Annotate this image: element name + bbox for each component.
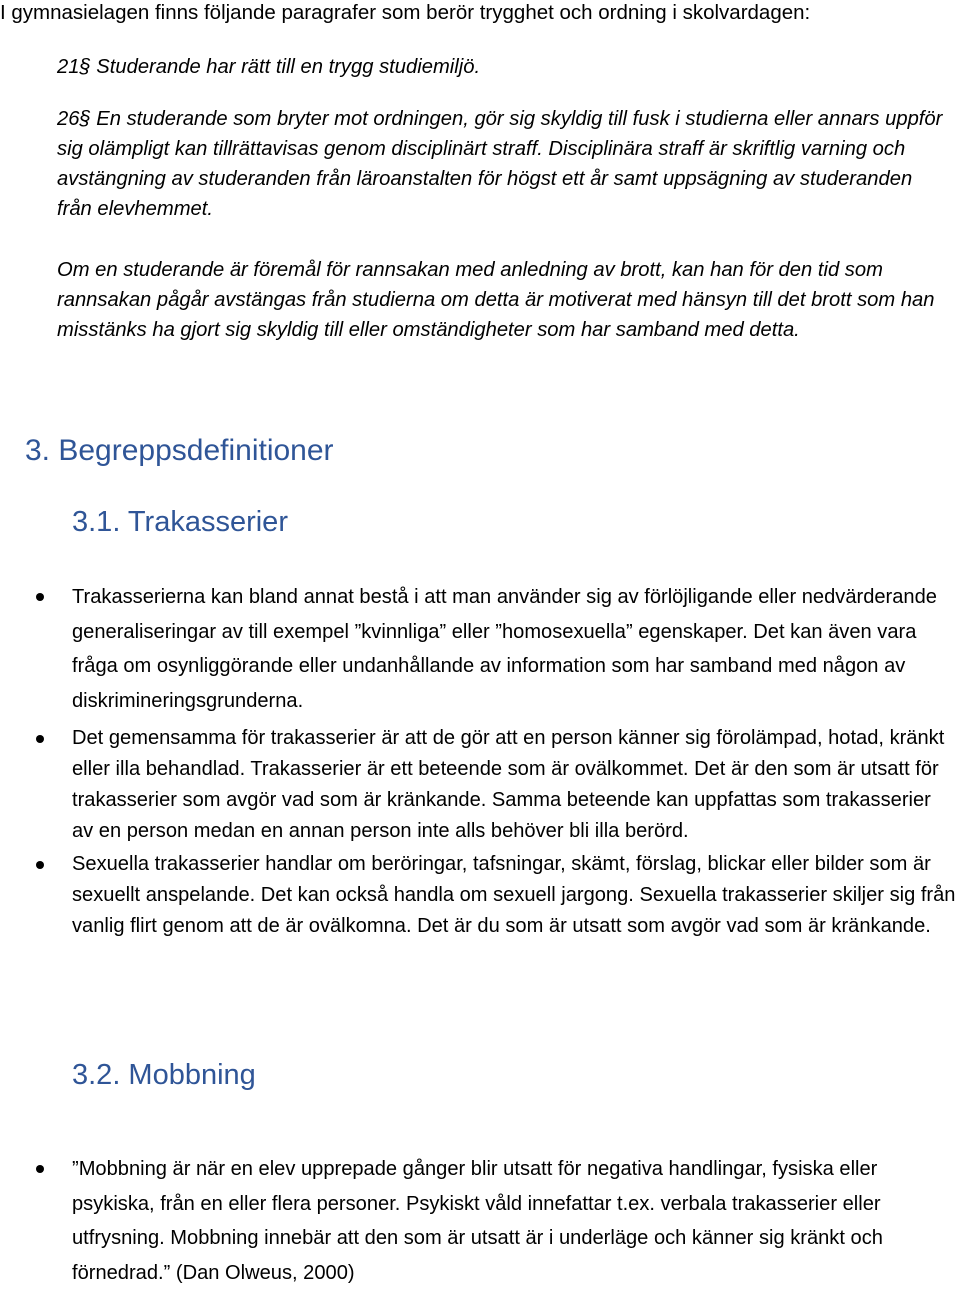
intro-text: I gymnasielagen finns följande paragrafer som berör trygghet och ordning i skolvardagen: xyxy=(0,1,811,24)
list-item-text: Trakasserierna kan bland annat bestå i att man använder sig av förlöjligande eller nedvärderande generaliseringar av till exempel ”kvinnliga” eller ”homosexuella” egenskaper. Det kan även vara fråga om osynliggörande eller undanhållande av information som har samband med någon av diskrimineringsgrunderna. xyxy=(72,586,937,712)
list-item-text: Sexuella trakasserier handlar om beröringar, tafsningar, skämt, förslag, blickar eller bilder som är sexuellt anspelande. Det kan också handla om sexuell jargong. Sexuella trakasserier skiljer sig från vanlig flirt genom att de är ovälkomna. Det är du som är utsatt som avgör vad som är kränkande. xyxy=(72,853,956,937)
law-paragraph-26-continued: Om en studerande är föremål för rannsakan med anledning av brott, kan han för den tid som rannsakan pågår avstängas från studierna om detta är motiverat med hänsyn till det brott som han misstänks ha gjort sig skyldig till eller omständigheter som har samband med detta. xyxy=(57,259,935,341)
bullet-icon xyxy=(36,735,44,743)
list-item xyxy=(0,580,960,718)
subsection-heading-harassment: 3.1. Trakasserier xyxy=(72,506,288,538)
law-paragraph-21: 21§ Studerande har rätt till en trygg studiemiljö. xyxy=(57,56,481,78)
law-paragraph-26: 26§ En studerande som bryter mot ordningen, gör sig skyldig till fusk i studierna eller annars uppför sig olämpligt kan tillrättavisas genom disciplinärt straff. Disciplinära straff är skriftlig varning och avstängning av studeranden från läroanstalten för högst ett år samt uppsägning av studeranden från elevhemmet. xyxy=(57,108,943,220)
bullet-icon xyxy=(36,1165,44,1173)
list-item xyxy=(0,723,960,847)
subsection-heading-bullying: 3.2. Mobbning xyxy=(72,1059,256,1091)
list-item-text: ”Mobbning är när en elev upprepade gånger blir utsatt för negativa handlingar, fysiska eller psykiska, från en eller flera personer. Psykiskt våld innefattar t.ex. verbala trakasserier eller utfrysning. Mobbning innebär att den som är utsatt är i underläge och känner sig kränkt och förnedrad.” (Dan Olweus, 2000) xyxy=(72,1158,883,1284)
section-heading-definitions: 3. Begreppsdefinitioner xyxy=(25,434,334,467)
list-item xyxy=(0,849,960,942)
list-item xyxy=(0,1152,960,1290)
bullet-icon xyxy=(36,861,44,869)
bullet-icon xyxy=(36,593,44,601)
bullying-bullet-list xyxy=(0,1152,960,1290)
harassment-bullet-list xyxy=(0,580,960,942)
list-item-text: Det gemensamma för trakasserier är att de gör att en person känner sig förolämpad, hotad, kränkt eller illa behandlad. Trakasserier är ett beteende som är ovälkommet. Det är den som är utsatt för trakasserier som avgör vad som är kränkande. Samma beteende kan uppfattas som trakasserier av en person medan en annan person inte alls behöver bli illa berörd. xyxy=(72,727,945,842)
